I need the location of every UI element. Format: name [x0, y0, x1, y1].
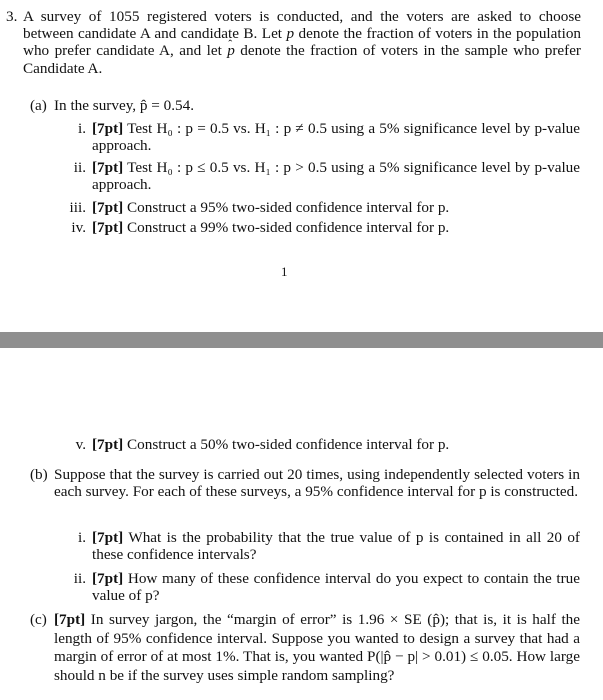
item-i-text: Test H₀ : p = 0.5 vs. H₁ : p ≠ 0.5 using a 5% significance level by p-value approach.	[92, 120, 581, 155]
question-number: 3.	[6, 8, 18, 25]
b-item-ii-text: How many of these confidence interval do you expect to contain the true value of p?	[92, 570, 581, 605]
b-item-ii-label: ii.	[73, 570, 86, 587]
page-separator	[0, 332, 603, 348]
part-c	[54, 611, 580, 685]
item-ii-label: ii.	[73, 159, 86, 176]
b-item-i-label: i.	[77, 529, 86, 546]
item-iii-points: [7pt]	[92, 199, 124, 216]
b-item-i-text: What is the probability that the true value of p is contained in all 20 of these confidence intervals?	[92, 529, 580, 564]
item-iii	[92, 199, 580, 216]
symbol-p-hat: ˆ p	[227, 42, 235, 59]
intro-part-1: A survey of 1055 registered voters is conducted, and the voters are asked to choose between candidate A and candidate B. Let	[23, 8, 581, 43]
intro-part-2: denote the fraction of voters in the population who prefer candidate A, and let	[23, 25, 582, 60]
item-v	[92, 436, 580, 453]
b-item-ii	[92, 570, 580, 604]
page-number: 1	[281, 264, 288, 279]
item-v-text: Construct a 50% two-sided confidence interval for p.	[127, 436, 450, 453]
part-a-label: (a)	[30, 97, 47, 114]
item-i-points: [7pt]	[92, 120, 124, 137]
part-c-text: In survey jargon, the “margin of error” is 1.96 × SE (p̂); that is, it is half the length of 95% confidence interval. Suppose you wanted to design a survey that had a margin of error of at most 1%. That is, you wanted P(|p̂ − p| > 0.01) ≤ 0.05. How large should n be if the survey uses simple random sampling?	[54, 611, 581, 684]
part-b-label: (b)	[30, 466, 48, 483]
b-item-i	[92, 529, 580, 563]
item-v-points: [7pt]	[92, 436, 124, 453]
item-iv-text: Construct a 99% two-sided confidence interval for p.	[127, 219, 450, 236]
item-iv	[92, 219, 580, 236]
item-ii	[92, 159, 580, 193]
b-item-i-points: [7pt]	[92, 529, 124, 546]
intro-part-3: denote the fraction of voters in the sample who prefer Candidate A.	[23, 42, 581, 77]
item-i-label: i.	[77, 120, 86, 137]
item-iv-points: [7pt]	[92, 219, 124, 236]
page-1	[0, 0, 603, 332]
b-item-ii-points: [7pt]	[92, 570, 124, 587]
item-iii-label: iii.	[69, 199, 86, 216]
symbol-p: p	[286, 25, 295, 43]
item-v-label: v.	[75, 436, 86, 453]
item-ii-points: [7pt]	[92, 159, 124, 176]
page-2	[0, 348, 603, 700]
part-b-text: Suppose that the survey is carried out 20 times, using independently selected voters in each survey. For each of these surveys, a 95% confidence interval for p is constructed.	[54, 466, 580, 501]
part-c-points: [7pt]	[54, 611, 86, 628]
item-ii-text: Test H₀ : p ≤ 0.5 vs. H₁ : p > 0.5 using a 5% significance level by p-value approach.	[92, 159, 581, 194]
item-i	[92, 120, 580, 154]
question-intro	[23, 8, 581, 77]
part-c-label: (c)	[30, 611, 47, 628]
item-iii-text: Construct a 95% two-sided confidence interval for p.	[127, 199, 450, 216]
item-iv-label: iv.	[71, 219, 86, 236]
part-a-text: In the survey, p̂ = 0.54.	[54, 97, 195, 114]
